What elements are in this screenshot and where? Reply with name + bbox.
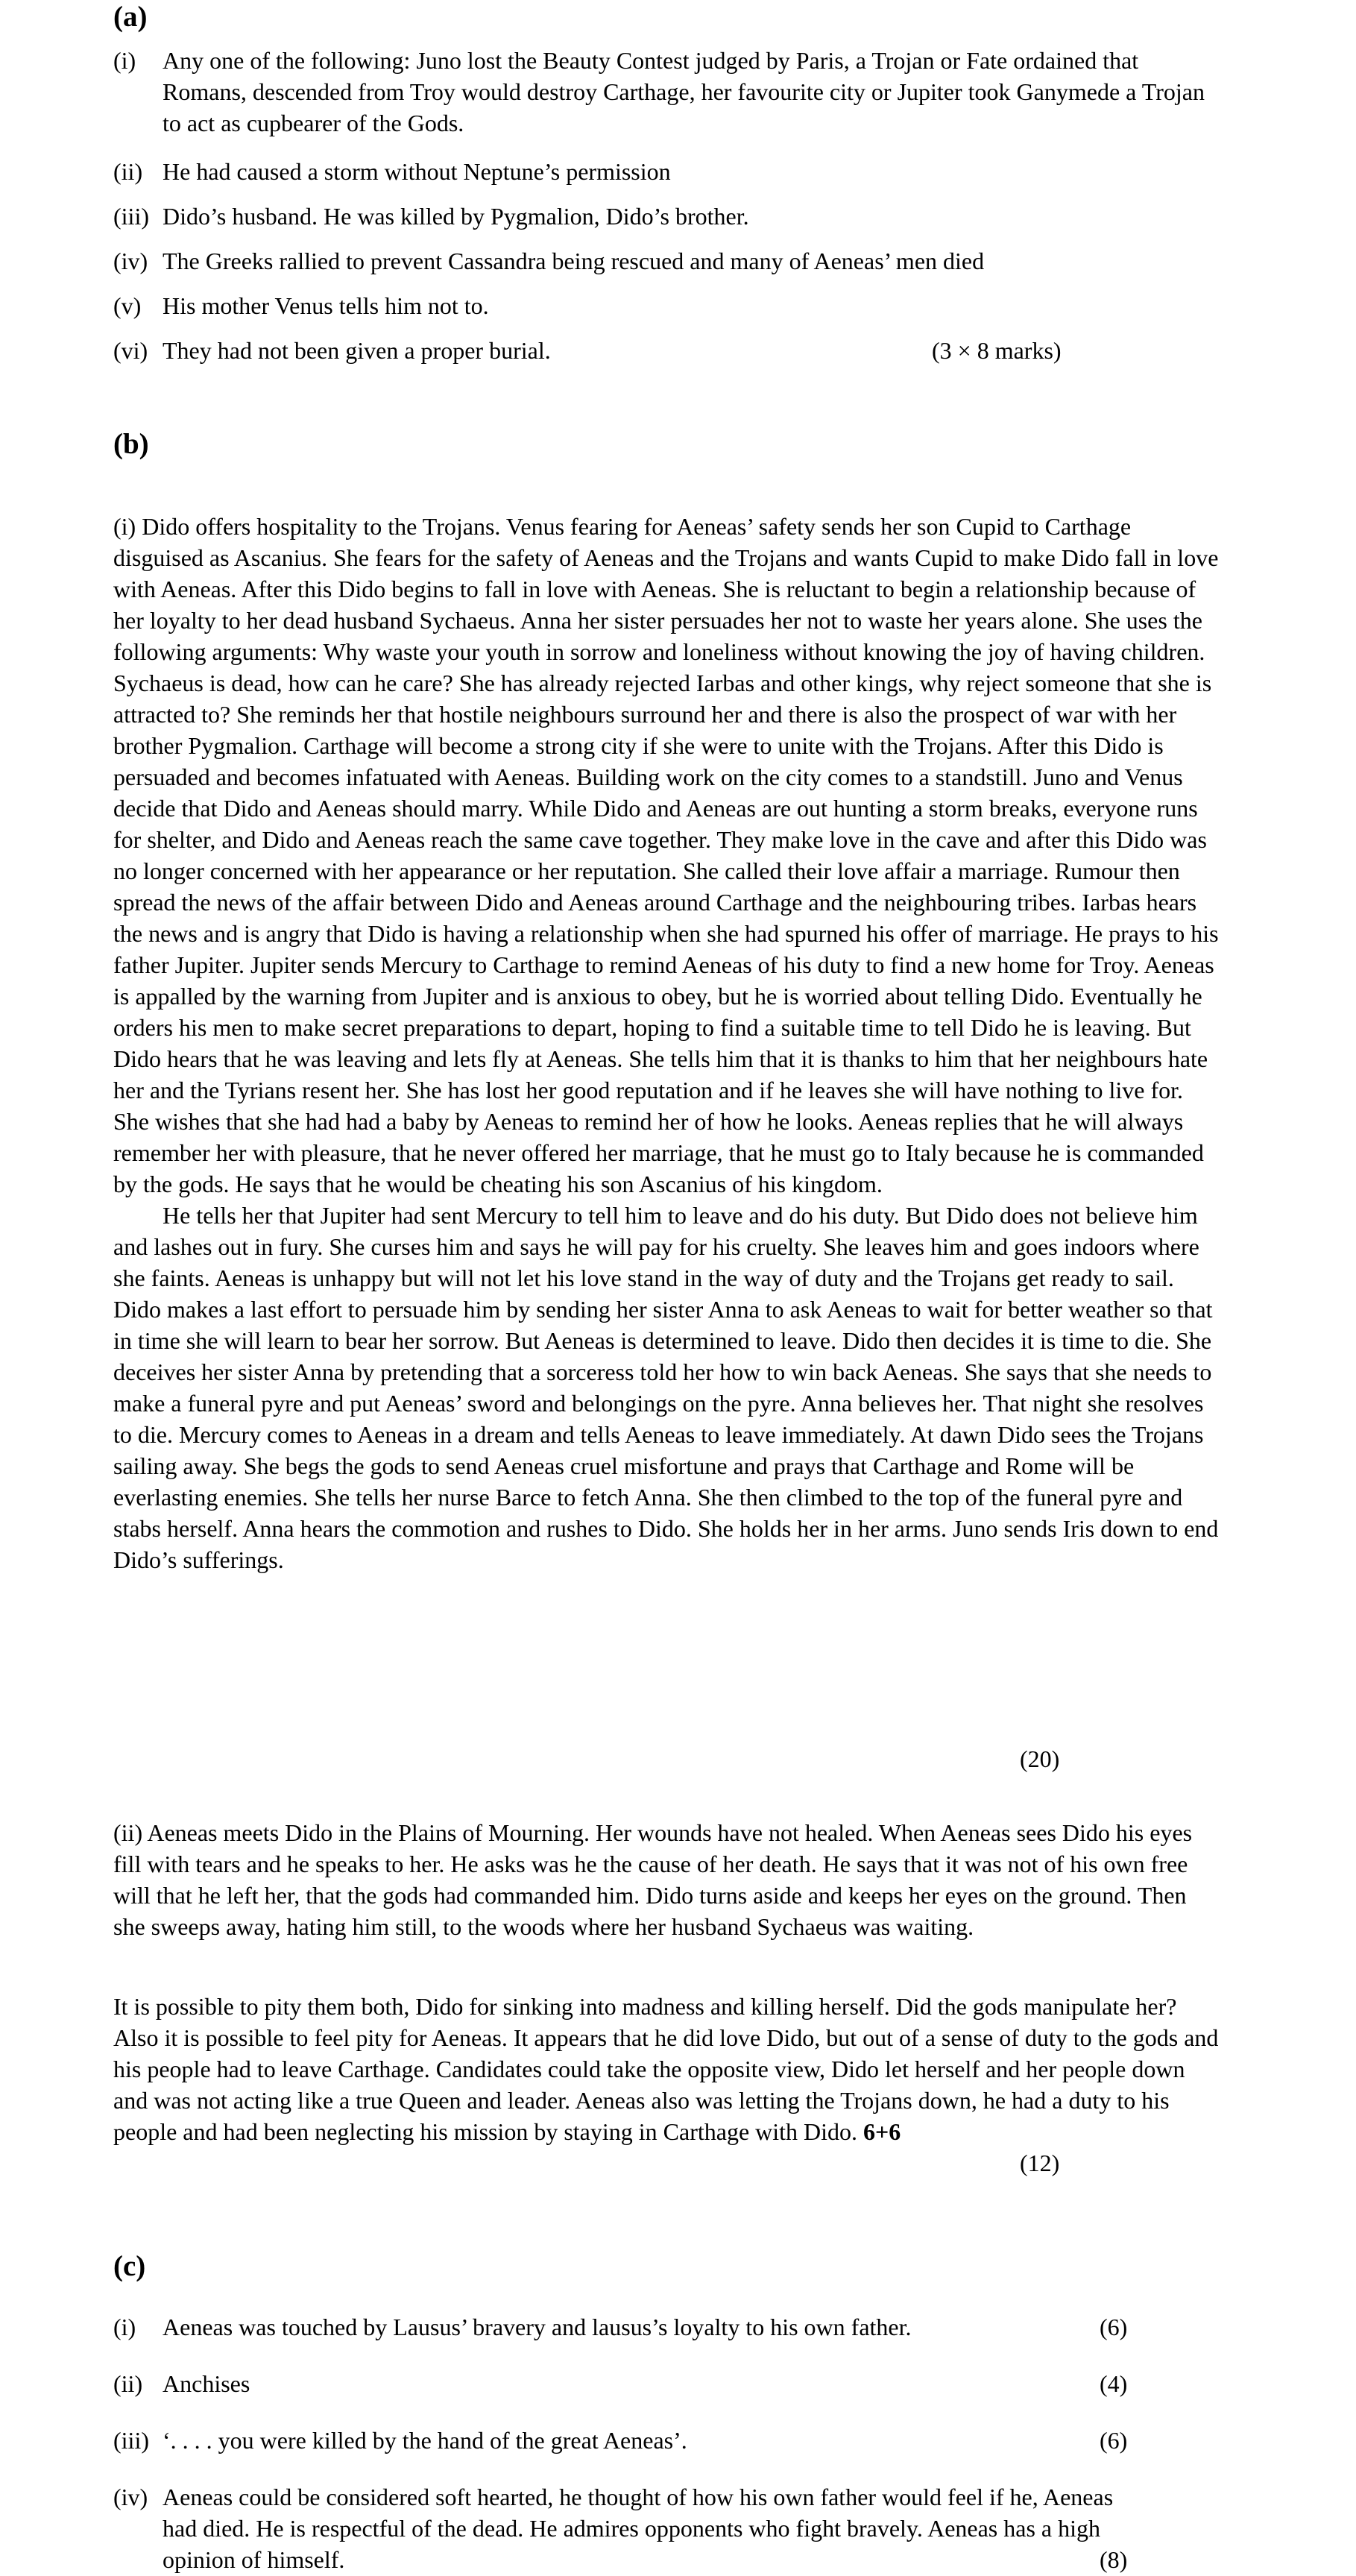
list-item — [113, 45, 1232, 139]
item-text: His mother Venus tells him not to. — [163, 292, 489, 319]
list-item — [113, 245, 1232, 277]
item-number: (iv) — [113, 2484, 148, 2510]
section-a-heading: (a) — [113, 1, 148, 33]
item-number: (iii) — [113, 2427, 149, 2454]
part-ii-paragraph-1: (ii) Aeneas meets Dido in the Plains of Mourning. Her wounds have not healed. When Aeneas sees Dido his eyes fill with tears and he speaks to her. He asks was he the cause of her death. He says that it was not of his own free will that he left her, that the gods had commanded him. Dido turns aside and keeps her eyes on the ground. Then she sweeps away, hating him still, to the woods where her husband Sychaeus was waiting. — [113, 1819, 1193, 1940]
marks-allocation: (3 × 8 marks) — [932, 337, 1062, 364]
item-text: ‘. . . . you were killed by the hand of the great Aeneas’. — [163, 2427, 687, 2454]
marks-allocation: (6) — [1100, 2314, 1128, 2340]
answer-paragraph — [113, 1817, 1224, 1942]
section-b-heading: (b) — [113, 428, 149, 460]
item-text: They had not been given a proper burial. — [163, 337, 551, 364]
item-text: He had caused a storm without Neptune’s permission — [163, 158, 671, 185]
marks-allocation: (6) — [1100, 2427, 1128, 2454]
marks-allocation: (4) — [1100, 2370, 1128, 2397]
item-number: (ii) — [113, 2370, 143, 2397]
list-item — [113, 2368, 1232, 2399]
part-ii-text: It is possible to pity them both, Dido for sinking into madness and killing herself. Did the gods manipulate her? Also it is possible to feel pity for Aeneas. It appears that he did love Dido, but out of a sense of duty to the gods and his people had to leave Carthage. Candidates could take the opposite view, Dido let herself and her people down and was not acting like a true Queen and leader. Aeneas also was letting the Trojans down, he had a duty to his people and had been neglecting his mission by staying in Carthage with Dido. — [113, 1993, 1219, 2145]
list-item — [113, 2481, 1187, 2575]
item-number: (v) — [113, 292, 142, 319]
item-number: (i) — [113, 47, 136, 74]
list-item — [113, 2425, 1232, 2456]
item-text: Dido’s husband. He was killed by Pygmalion, Dido’s brother. — [163, 203, 749, 230]
marks-allocation: (8) — [1100, 2546, 1128, 2573]
part-i-paragraph-2: He tells her that Jupiter had sent Mercury to tell him to leave and do his duty. But Dido does not believe him and lashes out in fury. She curses him and says he will pay for his cruelty. She leaves him and goes indoors where she faints. Aeneas is unhappy but will not let his love stand in the way of duty and the Trojans get ready to sail. Dido makes a last effort to persuade him by sending her sister Anna to ask Aeneas to wait for better weather so that in time she will learn to bear her sorrow. But Aeneas is determined to leave. Dido then decides it is time to die. She deceives her sister Anna by pretending that a sorceress told her how to win back Aeneas. She says that she needs to make a funeral pyre and put Aeneas’ sword and belongings on the pyre. Anna believes her. That night she resolves to die. Mercury comes to Aeneas in a dream and tells Aeneas to leave immediately. At dawn Dido sees the Trojans sailing away. She begs the gods to send Aeneas cruel misfortune and prays that Carthage and Rome will be everlasting enemies. She tells her nurse Barce to fetch Anna. She then climbed to the top of the funeral pyre and stabs herself. Anna hears the commotion and rushes to Dido. She holds her in her arms. Juno sends Iris down to end Dido’s sufferings. — [113, 1202, 1219, 1573]
list-item — [113, 156, 1232, 187]
item-text: The Greeks rallied to prevent Cassandra being rescued and many of Aeneas’ men died — [163, 248, 985, 274]
answer-paragraph — [113, 1991, 1224, 2147]
section-c-heading: (c) — [113, 2250, 146, 2282]
item-text: Anchises — [163, 2370, 250, 2397]
part-ii-paragraph-2 — [113, 1991, 1224, 2147]
marks-allocation: (12) — [1020, 2150, 1060, 2176]
item-number: (i) — [113, 2314, 136, 2340]
item-number: (iii) — [113, 203, 149, 230]
answer-paragraph — [113, 511, 1224, 1575]
item-text: Any one of the following: Juno lost the Beauty Contest judged by Paris, a Trojan or Fate ordained that Romans, descended from Troy would destroy Carthage, her favourite city or Jupiter took Ganymede a Trojan to act as cupbearer of the Gods. — [163, 47, 1205, 136]
item-text: Aeneas was touched by Lausus’ bravery and lausus’s loyalty to his own father. — [163, 2314, 912, 2340]
item-text: Aeneas could be considered soft hearted, he thought of how his own father would feel if he, Aeneas had died. He is respectful of the dead. He admires opponents who fight bravely. Aeneas has a high opinion of himself. — [163, 2484, 1114, 2573]
list-item — [113, 335, 1232, 366]
list-item — [113, 201, 1232, 232]
item-number: (iv) — [113, 248, 148, 274]
part-i-paragraph-1: (i) Dido offers hospitality to the Trojans. Venus fearing for Aeneas’ safety sends her son Cupid to Carthage disguised as Ascanius. She fears for the safety of Aeneas and the Trojans and wants Cupid to make Dido fall in love with Aeneas. After this Dido begins to fall in love with Aeneas. She is reluctant to begin a relationship because of her loyalty to her dead husband Sychaeus. Anna her sister persuades her not to waste her years alone. She uses the following arguments: Why waste your youth in sorrow and loneliness without knowing the joy of having children. Sychaeus is dead, how can he care? She has already rejected Iarbas and other kings, why reject someone that she is attracted to? She reminds her that hostile neighbours surround her and there is also the prospect of war with her brother Pygmalion. Carthage will become a strong city if she were to unite with the Trojans. After this Dido is persuaded and becomes infatuated with Aeneas. Building work on the city comes to a standstill. Juno and Venus decide that Dido and Aeneas should marry. While Dido and Aeneas are out hunting a storm breaks, everyone runs for shelter, and Dido and Aeneas reach the same cave together. They make love in the cave and after this Dido was no longer concerned with her appearance or her reputation. She called their love affair a marriage. Rumour then spread the news of the affair between Dido and Aeneas around Carthage and the neighbouring tribes. Iarbas hears the news and is angry that Dido is having a relationship when she had spurned his offer of marriage. He prays to his father Jupiter. Jupiter sends Mercury to Carthage to remind Aeneas of his duty to find a new home for Troy. Aeneas is appalled by the warning from Jupiter and is anxious to obey, but he is worried about telling Dido. Eventually he orders his men to make secret preparations to depart, hoping to find a suitable time to tell Dido he is leaving. But Dido hears that he was leaving and lets fly at Aeneas. She tells him that it is thanks to him that her neighbours hate her and the Tyrians resent her. She has lost her good reputation and if he leaves she will have nothing to live for. She wishes that she had had a baby by Aeneas to remind her of how he looks. Aeneas replies that he will always remember her with pleasure, that he never offered her marriage, that he must go to Italy because he is commanded by the gods. He says that he would be cheating his son Ascanius of his kingdom. — [113, 513, 1219, 1197]
mark-split: 6+6 — [863, 2118, 901, 2145]
item-number: (ii) — [113, 158, 143, 185]
item-number: (vi) — [113, 337, 148, 364]
list-item — [113, 2311, 1232, 2343]
list-item — [113, 290, 1232, 321]
marks-allocation: (20) — [1020, 1745, 1060, 1772]
